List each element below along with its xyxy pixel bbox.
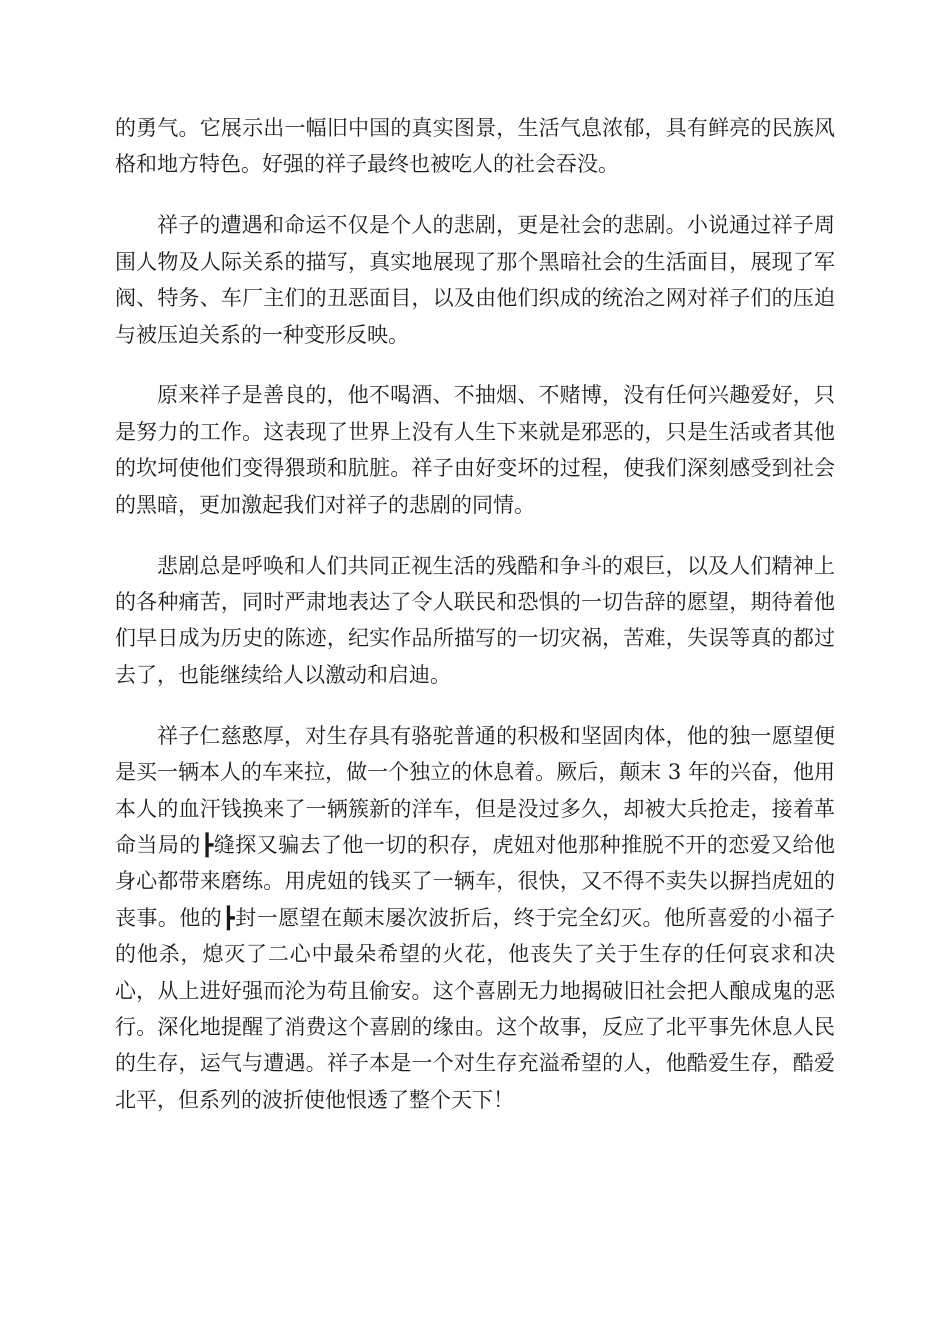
document-body	[115, 110, 835, 1143]
paragraph: 悲剧总是呼唤和人们共同正视生活的残酷和争斗的艰巨，以及人们精神上的各种痛苦，同时严肃地表达了令人联民和恐惧的一切告辞的愿望，期待着他们早日成为历史的陈迹，纪实作品所描写的一切灾祸，苦难，失误等真的都过去了，也能继续给人以激动和启迪。	[115, 553, 835, 687]
paragraph: 原来祥子是善良的，他不喝酒、不抽烟、不赌博，没有任何兴趣爱好，只是努力的工作。这表现了世界上没有人生下来就是邪恶的，只是生活或者其他的坎坷使他们变得猥琐和肮脏。祥子由好变坏的过程，使我们深刻感受到社会的黑暗，更加激起我们对祥子的悲剧的同情。	[115, 383, 835, 517]
paragraph: 祥子仁慈憨厚，对生存具有骆驼普通的积极和坚固肉体，他的独一愿望便是买一辆本人的车来拉，做一个独立的休息着。厥后，颠末 3 年的兴奋，他用本人的血汗钱换来了一辆簇新的洋车，但是没过多久，却被大兵抢走，接着革命当局的┣缝探又骗去了他一切的积存，虎妞对他那种推脱不开的恋爱又给他身心都带来磨练。用虎妞的钱买了一辆车，很快，又不得不卖失以摒挡虎妞的丧事。他的┣封一愿望在颠末屡次波折后，终于完全幻灭。他所喜爱的小福子的他杀，熄灭了二心中最朵希望的火花，他丧失了关于生存的任何哀求和决心，从上进好强而沦为苟且偷安。这个喜剧无力地揭破旧社会把人酿成鬼的恶行。深化地提醒了消费这个喜剧的缘由。这个故事，反应了北平事先休息人民的生存，运气与遭遇。祥子本是一个对生存充溢希望的人，他酷爱生存，酷爱北平，但系列的波折使他恨透了整个天下！	[115, 723, 835, 1112]
paragraph: 祥子的遭遇和命运不仅是个人的悲剧，更是社会的悲剧。小说通过祥子周围人物及人际关系的描写，真实地展现了那个黑暗社会的生活面目，展现了军阀、特务、车厂主们的丑恶面目，以及由他们织成的统治之网对祥子们的压迫与被压迫关系的一种变形反映。	[115, 213, 835, 347]
paragraph-continuation: 的勇气。它展示出一幅旧中国的真实图景，生活气息浓郁，具有鲜亮的民族风格和地方特色。好强的祥子最终也被吃人的社会吞没。	[115, 116, 835, 177]
